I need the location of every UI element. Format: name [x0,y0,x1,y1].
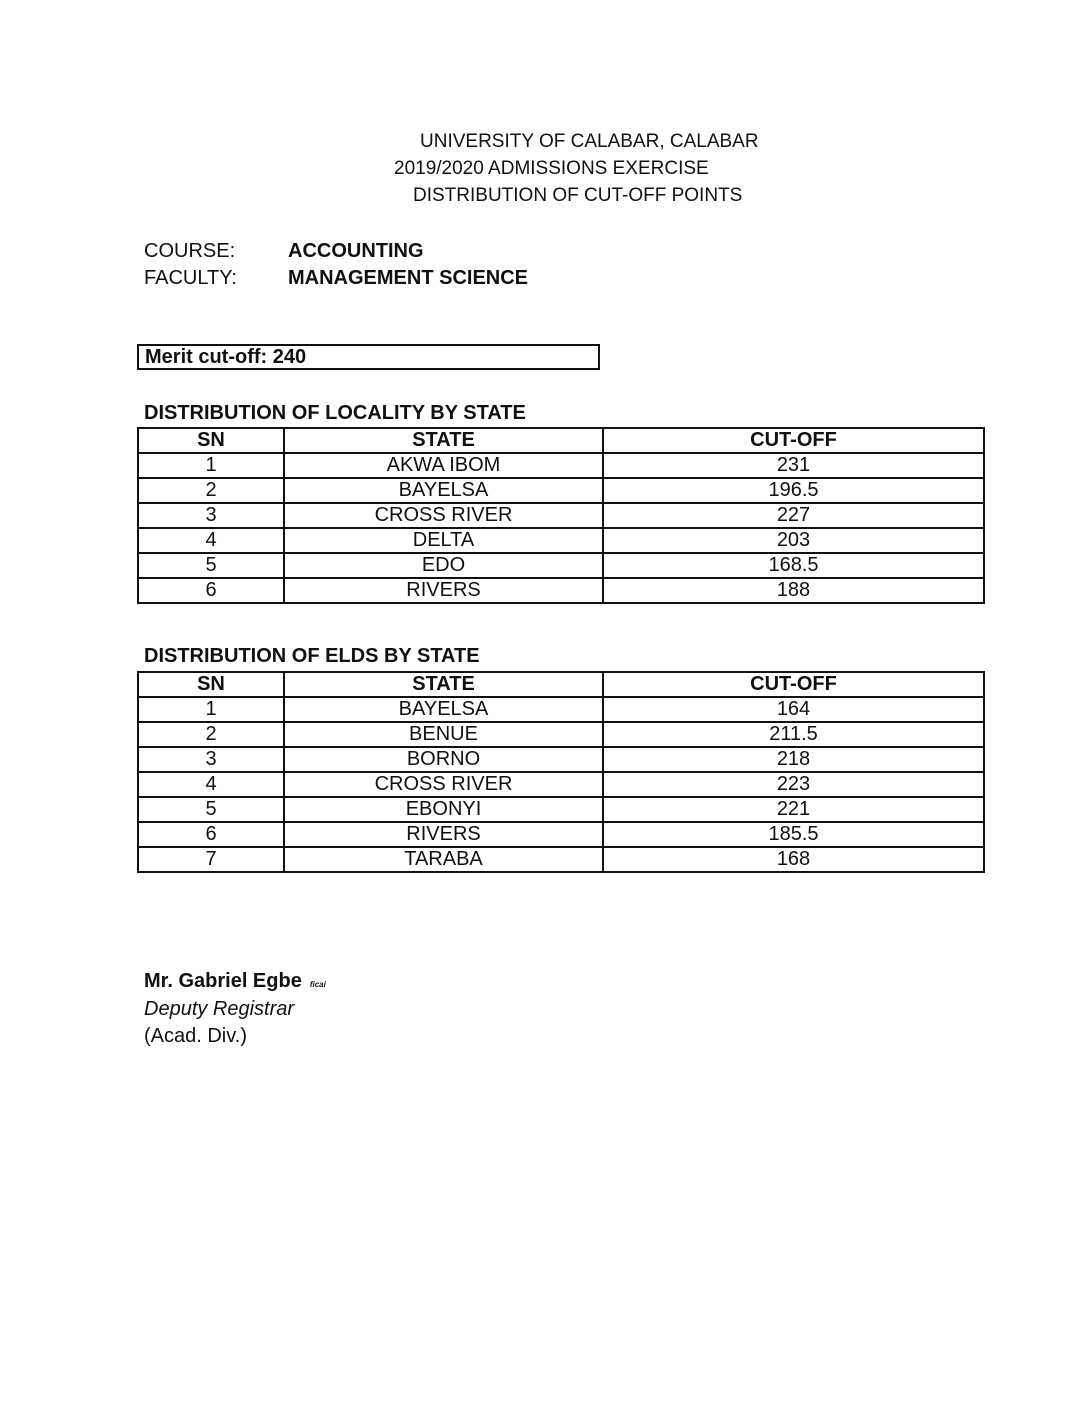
cell-sn: 3 [138,503,284,528]
cell-state: DELTA [284,528,603,553]
cell-sn: 3 [138,747,284,772]
cell-cutoff: 188 [603,578,984,603]
table-row [138,503,984,528]
cell-cutoff: 221 [603,797,984,822]
cell-state: BAYELSA [284,478,603,503]
course-label: COURSE: [144,240,236,262]
cell-state: CROSS RIVER [284,503,603,528]
cell-state: BORNO [284,747,603,772]
cell-sn: 1 [138,697,284,722]
column-header-sn: SN [138,672,284,697]
cell-sn: 6 [138,578,284,603]
cell-cutoff: 168.5 [603,553,984,578]
cell-state: AKWA IBOM [284,453,603,478]
table-row [138,797,984,822]
cell-sn: 5 [138,797,284,822]
cell-state: RIVERS [284,578,603,603]
signature-mark: ficai [309,980,326,989]
table-row [138,722,984,747]
cell-state: RIVERS [284,822,603,847]
table-row [138,478,984,503]
faculty-value: MANAGEMENT SCIENCE [288,267,529,289]
column-header-cutoff: CUT-OFF [603,428,984,453]
signatory-name [144,970,326,993]
cell-sn: 6 [138,822,284,847]
cell-sn: 4 [138,528,284,553]
column-header-sn: SN [138,428,284,453]
signatory-division: (Acad. Div.) [144,1025,247,1047]
cell-state: BAYELSA [284,697,603,722]
exercise-title: 2019/2020 ADMISSIONS EXERCISE [394,158,709,179]
table-row [138,578,984,603]
cell-state: EDO [284,553,603,578]
cell-cutoff: 168 [603,847,984,872]
elds-section-title: DISTRIBUTION OF ELDS BY STATE [144,645,480,667]
cell-cutoff: 211.5 [603,722,984,747]
column-header-state: STATE [284,428,603,453]
column-header-state: STATE [284,672,603,697]
cell-state: EBONYI [284,797,603,822]
table-row [138,553,984,578]
cell-sn: 2 [138,722,284,747]
column-header-cutoff: CUT-OFF [603,672,984,697]
locality-section-title: DISTRIBUTION OF LOCALITY BY STATE [144,402,526,424]
cell-cutoff: 196.5 [603,478,984,503]
cell-state: BENUE [284,722,603,747]
cell-sn: 1 [138,453,284,478]
merit-cutoff-box: Merit cut-off: 240 [137,344,600,370]
table-row [138,822,984,847]
university-name: UNIVERSITY OF CALABAR, CALABAR [420,131,759,152]
locality-table [137,427,985,604]
cell-cutoff: 203 [603,528,984,553]
cell-cutoff: 223 [603,772,984,797]
cell-state: CROSS RIVER [284,772,603,797]
course-value: ACCOUNTING [288,240,424,262]
table-row [138,453,984,478]
cell-state: TARABA [284,847,603,872]
cell-cutoff: 218 [603,747,984,772]
elds-table [137,671,985,873]
cell-sn: 5 [138,553,284,578]
table-row [138,528,984,553]
table-row [138,747,984,772]
cell-cutoff: 227 [603,503,984,528]
signatory-title: Deputy Registrar [144,998,295,1020]
table-header-row [138,428,984,453]
table-row [138,847,984,872]
faculty-label: FACULTY: [144,267,237,289]
cell-sn: 4 [138,772,284,797]
table-row [138,772,984,797]
cell-cutoff: 164 [603,697,984,722]
cell-sn: 2 [138,478,284,503]
cell-cutoff: 185.5 [603,822,984,847]
table-row [138,697,984,722]
table-header-row [138,672,984,697]
cell-cutoff: 231 [603,453,984,478]
cell-sn: 7 [138,847,284,872]
signatory-name-text: Mr. Gabriel Egbe [144,970,302,992]
document-subtitle: DISTRIBUTION OF CUT-OFF POINTS [413,185,743,206]
